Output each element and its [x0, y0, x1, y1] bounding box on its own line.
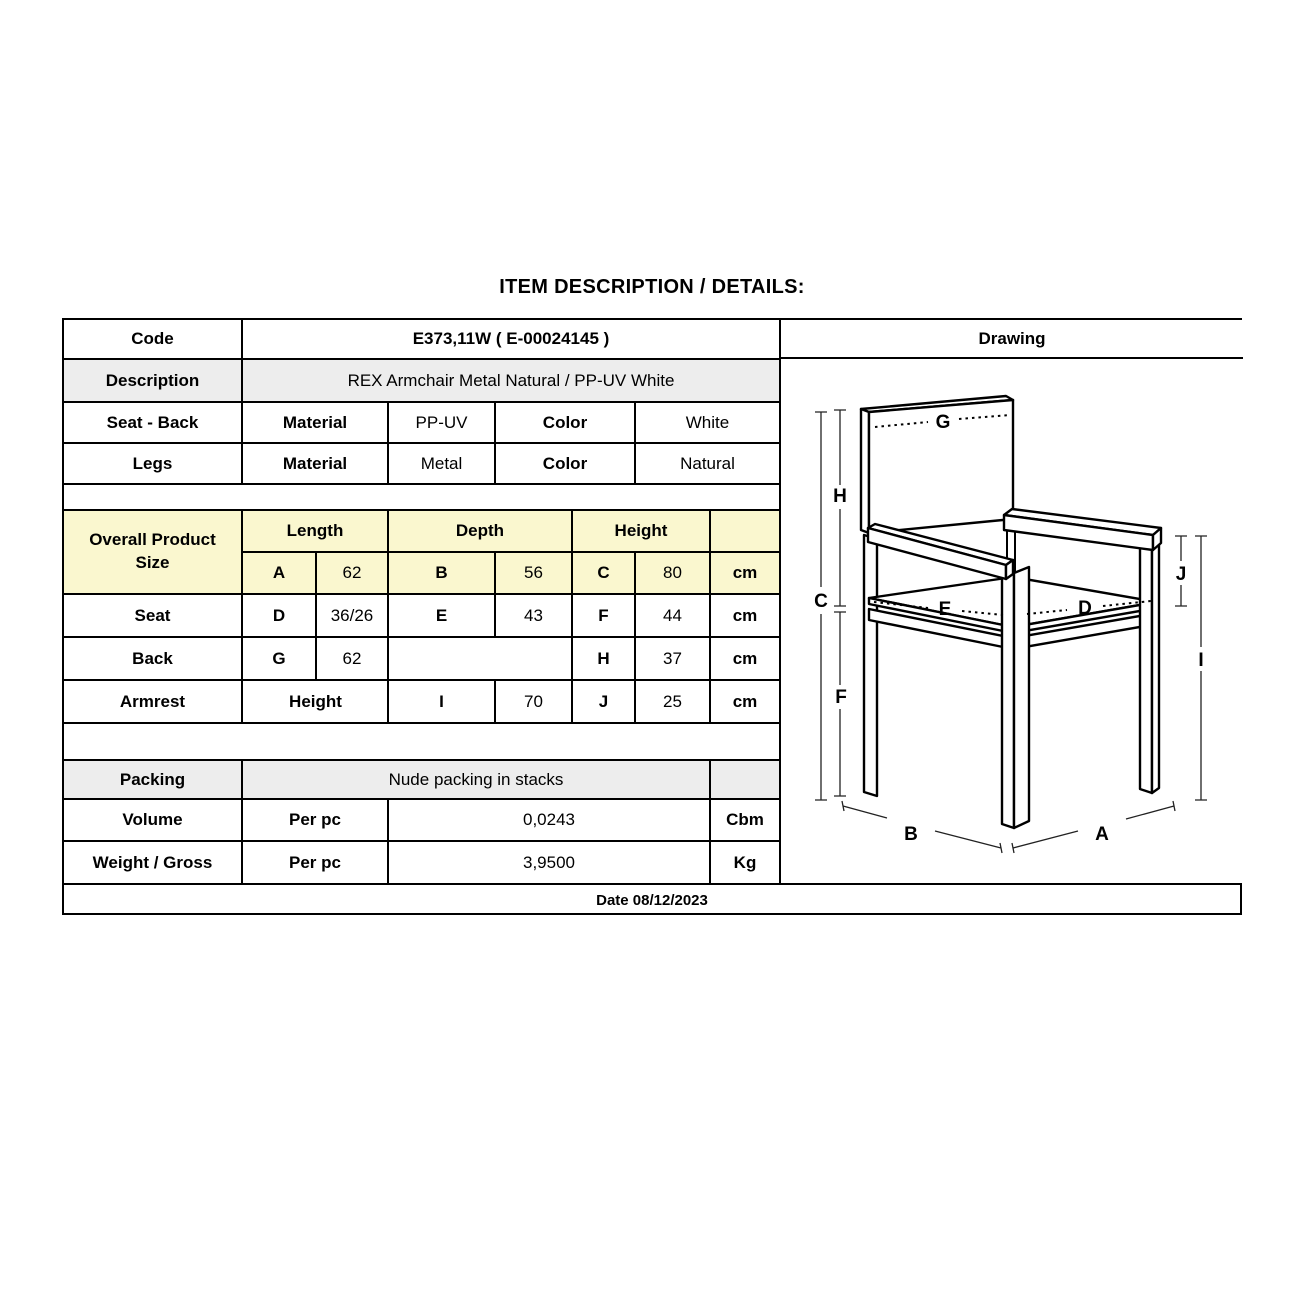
seat-back-material-value: PP-UV — [388, 402, 495, 443]
size-header-unit-cell — [710, 510, 780, 552]
legs-material-value: Metal — [388, 443, 495, 484]
page-title: ITEM DESCRIPTION / DETAILS: — [499, 276, 805, 298]
dim-e-label: E — [388, 594, 495, 637]
spacer-row-2 — [64, 723, 780, 760]
drawing-label-i: I — [1198, 650, 1204, 671]
drawing-label-e: E — [938, 599, 952, 620]
depth-header: Depth — [388, 510, 572, 552]
weight-value: 3,9500 — [388, 841, 710, 883]
dim-c-label: C — [572, 552, 635, 594]
seat-back-color-label: Color — [495, 402, 635, 443]
back-empty-cell — [388, 637, 572, 680]
volume-unit: Cbm — [710, 799, 780, 841]
seat-label: Seat — [64, 594, 242, 637]
spec-table — [64, 320, 781, 883]
description-value: REX Armchair Metal Natural / PP-UV White — [242, 359, 780, 402]
weight-label: Weight / Gross — [64, 841, 242, 883]
drawing-label-c: C — [814, 591, 828, 612]
drawing-label-j: J — [1175, 564, 1187, 585]
dim-a-value: 62 — [316, 552, 388, 594]
legs-label: Legs — [64, 443, 242, 484]
dim-i-value: 70 — [495, 680, 572, 723]
dim-d-label: D — [242, 594, 316, 637]
volume-value: 0,0243 — [388, 799, 710, 841]
dim-b-label: B — [388, 552, 495, 594]
length-header: Length — [242, 510, 388, 552]
legs-row — [64, 443, 780, 484]
legs-material-label: Material — [242, 443, 388, 484]
dim-h-value: 37 — [635, 637, 710, 680]
drawing-label-b: B — [904, 824, 918, 845]
drawing-label-h: H — [833, 486, 847, 507]
packing-empty-cell — [710, 760, 780, 799]
back-row — [64, 637, 780, 680]
armrest-row — [64, 680, 780, 723]
volume-per-pc: Per pc — [242, 799, 388, 841]
drawing-panel — [781, 320, 1243, 883]
seat-back-label: Seat - Back — [64, 402, 242, 443]
dim-g-label: G — [242, 637, 316, 680]
drawing-header: Drawing — [781, 320, 1243, 359]
weight-row — [64, 841, 780, 883]
packing-row — [64, 760, 780, 799]
date-row: Date 08/12/2023 — [64, 883, 1240, 915]
spacer-row-1 — [64, 484, 780, 510]
description-row — [64, 359, 780, 402]
drawing-label-f: F — [835, 687, 847, 708]
code-value: E373,11W ( E-00024145 ) — [242, 320, 780, 359]
code-row — [64, 320, 780, 359]
armrest-unit: cm — [710, 680, 780, 723]
weight-unit: Kg — [710, 841, 780, 883]
dim-f-label: F — [572, 594, 635, 637]
seat-row — [64, 594, 780, 637]
chair-drawing-svg — [781, 359, 1243, 881]
seat-back-color-value: White — [635, 402, 780, 443]
volume-row — [64, 799, 780, 841]
armrest-height-label: Height — [242, 680, 388, 723]
dim-j-label: J — [572, 680, 635, 723]
dim-g-value: 62 — [316, 637, 388, 680]
drawing-label-g: G — [935, 412, 951, 433]
packing-value: Nude packing in stacks — [242, 760, 710, 799]
description-label: Description — [64, 359, 242, 402]
armrest-label: Armrest — [64, 680, 242, 723]
dim-d-value: 36/26 — [316, 594, 388, 637]
legs-color-label: Color — [495, 443, 635, 484]
sheet-content — [64, 320, 1240, 883]
dim-f-value: 44 — [635, 594, 710, 637]
height-header: Height — [572, 510, 710, 552]
dim-e-value: 43 — [495, 594, 572, 637]
code-label: Code — [64, 320, 242, 359]
drawing-label-d: D — [1078, 598, 1092, 619]
back-label: Back — [64, 637, 242, 680]
seat-back-material-label: Material — [242, 402, 388, 443]
legs-color-value: Natural — [635, 443, 780, 484]
spec-sheet — [62, 318, 1242, 915]
volume-label: Volume — [64, 799, 242, 841]
dim-c-value: 80 — [635, 552, 710, 594]
dim-b-value: 56 — [495, 552, 572, 594]
size-header-row — [64, 510, 780, 552]
packing-label: Packing — [64, 760, 242, 799]
weight-per-pc: Per pc — [242, 841, 388, 883]
chair-drawing — [781, 359, 1243, 883]
overall-size-label: Overall Product Size — [64, 510, 242, 594]
dim-j-value: 25 — [635, 680, 710, 723]
back-unit: cm — [710, 637, 780, 680]
dim-h-label: H — [572, 637, 635, 680]
overall-unit: cm — [710, 552, 780, 594]
seat-unit: cm — [710, 594, 780, 637]
seat-back-row — [64, 402, 780, 443]
dim-a-label: A — [242, 552, 316, 594]
dim-i-label: I — [388, 680, 495, 723]
drawing-label-a: A — [1095, 824, 1109, 845]
